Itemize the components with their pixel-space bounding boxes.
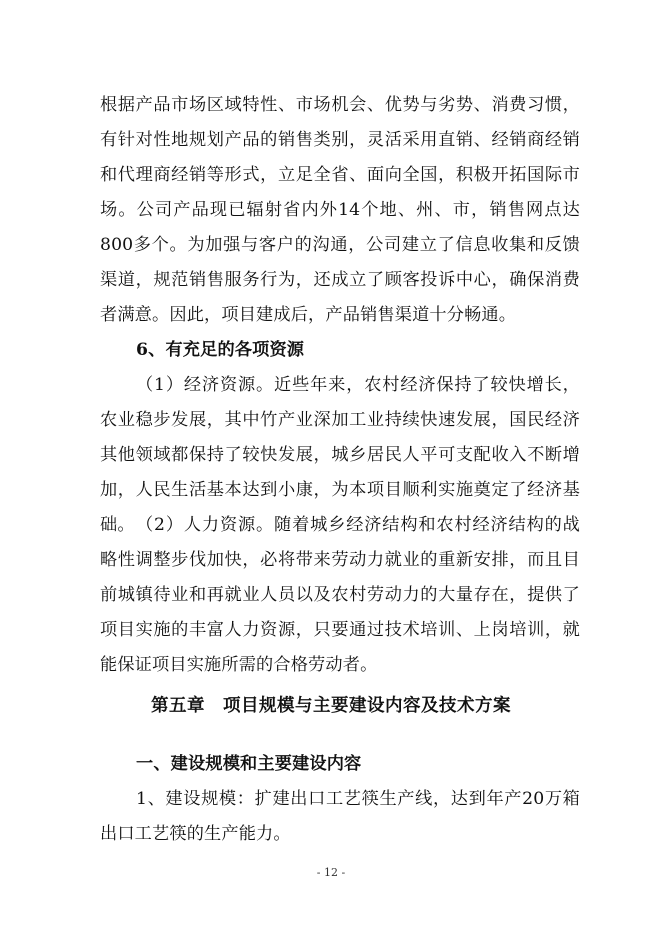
heading-resources: 6、有充足的各项资源 xyxy=(136,340,305,360)
page-number: - 12 - xyxy=(316,866,346,879)
paragraph-construction-scale: 1、建设规模：扩建出口工艺筷生产线，达到年产20万箱出口工艺筷的生产能力。 xyxy=(100,789,580,844)
paragraph-human-resources: （2）人力资源。随着城乡经济结构和农村经济结构的战略性调整步伐加快，必将带来劳动力就业的重新安排，而且目前城镇待业和再就业人员以及农村劳动力的大量存在，提供了项目实施的丰富人力资源，只要通过技术培训、上岗培训，就能保证项目实施所需的合格劳动者。 xyxy=(100,515,580,675)
paragraph-sales-channels: 根据产品市场区域特性、市场机会、优势与劣势、消费习惯，有针对性地规划产品的销售类别，灵活采用直销、经销商经销和代理商经销等形式，立足全省、面向全国，积极开拓国际市场。公司产品现已辐射省内外14个地、州、市，销售网点达800多个。为加强与客户的沟通，公司建立了信息收集和反馈渠道，规范销售服务行为，还成立了顾客投诉中心，确保消费者满意。因此，项目建成后，产品销售渠道十分畅通。 xyxy=(100,95,580,325)
section-title: 一、建设规模和主要建设内容 xyxy=(136,754,362,774)
paragraph-economic-resources: （1）经济资源。近些年来，农村经济保持了较快增长，农业稳步发展，其中竹产业深加工业持续快速发展，国民经济其他领域都保持了较快发展，城乡居民人平可支配收入不断增加，人民生活基本达到小康，为本项目顺利实施奠定了经济基础。 xyxy=(100,375,580,535)
chapter-title: 第五章 项目规模与主要建设内容及技术方案 xyxy=(151,696,511,716)
